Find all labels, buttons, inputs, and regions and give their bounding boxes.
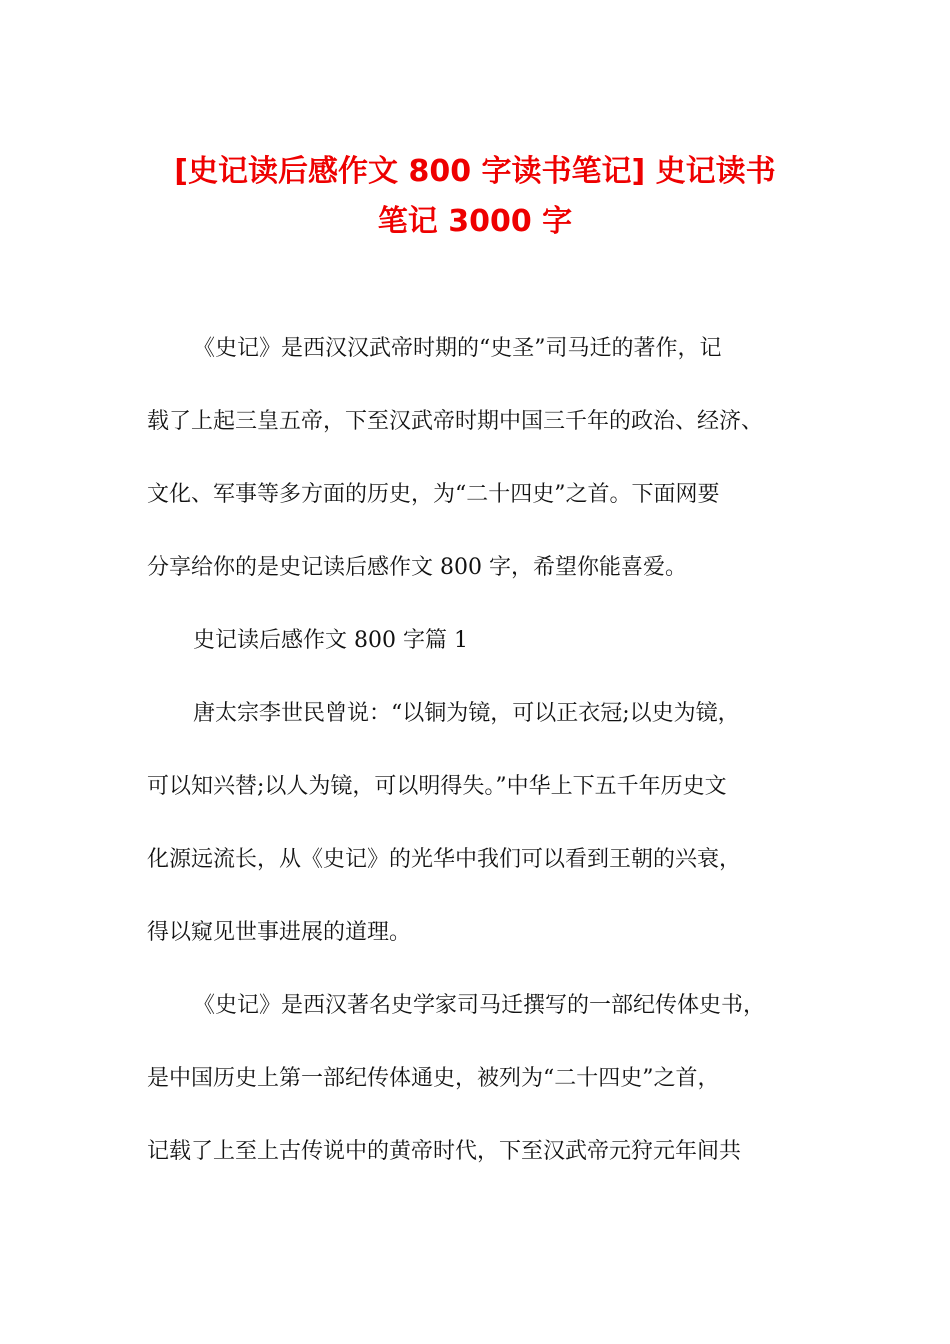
title-line-1: [史记读后感作文 800 字读书笔记] 史记读书 xyxy=(174,154,776,189)
paragraph-2-line: 可以知兴替;以人为镜，可以明得失。”中华上下五千年历史文 xyxy=(147,774,727,799)
paragraph-2-line: 唐太宗李世民曾说：“以铜为镜，可以正衣冠;以史为镜， xyxy=(193,701,740,726)
section-heading: 史记读后感作文 800 字篇 1 xyxy=(193,628,468,653)
paragraph-1-line: 《史记》是西汉汉武帝时期的“史圣”司马迁的著作，记 xyxy=(193,336,722,361)
title-line-2: 笔记 3000 字 xyxy=(377,204,573,239)
paragraph-1-line: 分享给你的是史记读后感作文 800 字，希望你能喜爱。 xyxy=(147,555,687,580)
paragraph-1-line: 文化、军事等多方面的历史，为“二十四史”之首。下面网要 xyxy=(147,482,720,507)
paragraph-2-line: 化源远流长，从《史记》的光华中我们可以看到王朝的兴衰， xyxy=(147,847,742,872)
document-body xyxy=(147,312,817,1188)
paragraph-3-line: 是中国历史上第一部纪传体通史，被列为“二十四史”之首， xyxy=(147,1066,720,1091)
paragraph-3-line: 《史记》是西汉著名史学家司马迁撰写的一部纪传体史书， xyxy=(193,993,766,1018)
paragraph-2-line: 得以窥见世事进展的道理。 xyxy=(147,920,412,945)
paragraph-1-line: 载了上起三皇五帝，下至汉武帝时期中国三千年的政治、经济、 xyxy=(147,409,764,434)
paragraph-3-line: 记载了上至上古传说中的黄帝时代，下至汉武帝元狩元年间共 xyxy=(147,1139,742,1164)
document-title xyxy=(120,147,830,247)
